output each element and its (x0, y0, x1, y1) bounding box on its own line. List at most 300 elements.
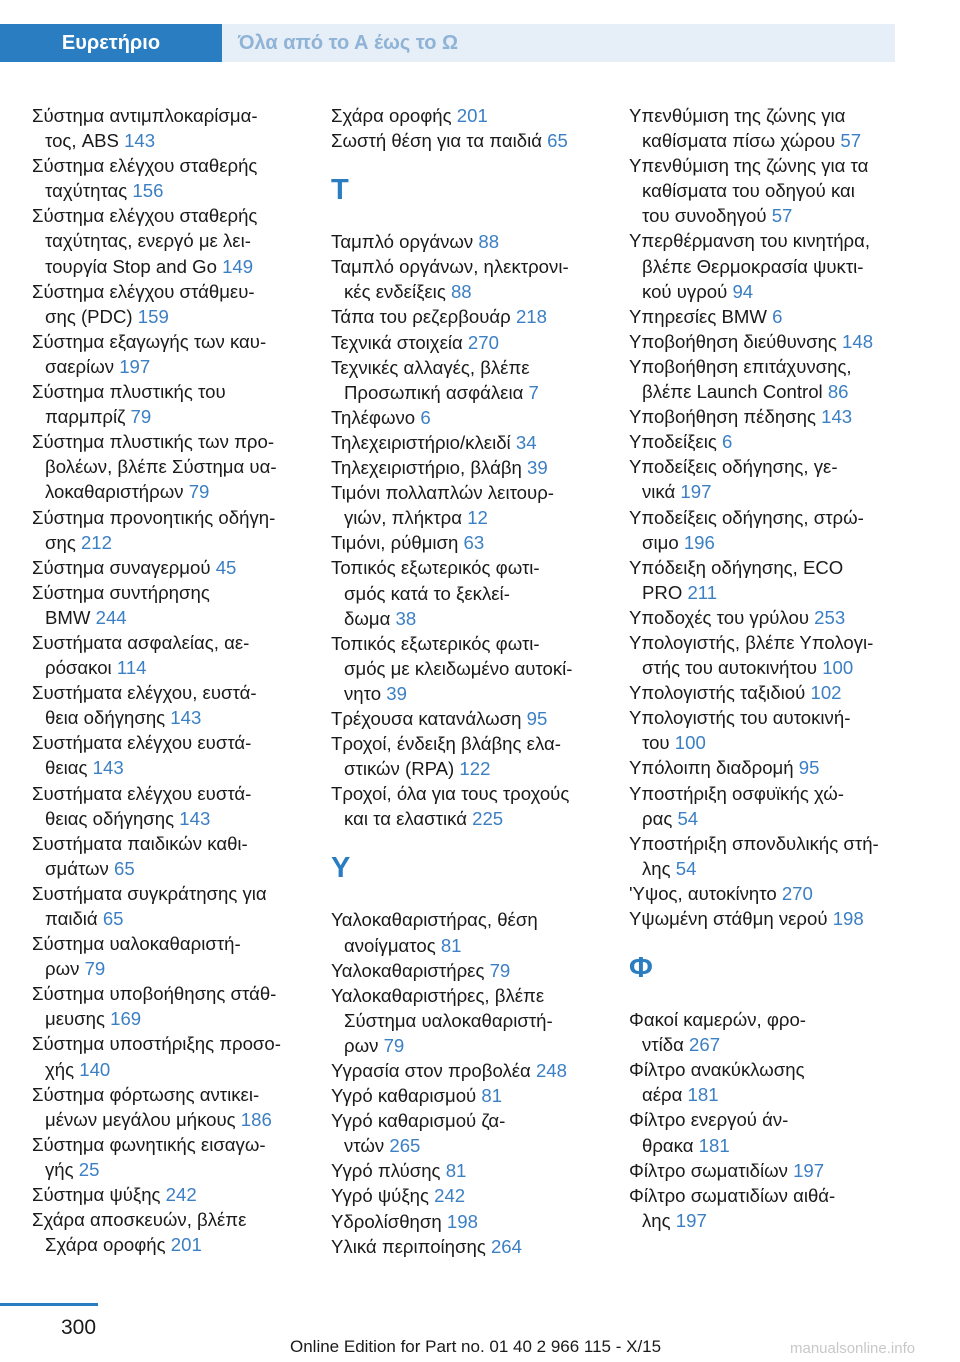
entry-line (331, 505, 601, 530)
entry-text: Τηλεχειριστήριο/κλειδί (331, 431, 516, 453)
page-link[interactable]: 38 (395, 607, 417, 629)
page-link[interactable]: 65 (547, 130, 568, 152)
entry-text: ταχύτητας (45, 180, 133, 202)
page-link[interactable]: 6 (772, 305, 783, 327)
entry-line (629, 354, 899, 379)
page-link[interactable]: 197 (119, 355, 151, 377)
entry-line (331, 128, 601, 153)
index-entry (32, 630, 302, 680)
page-link[interactable]: 94 (732, 280, 754, 302)
page-link[interactable]: 196 (683, 531, 715, 553)
entry-line (629, 379, 899, 404)
page-link[interactable]: 242 (165, 1184, 197, 1206)
entry-line (32, 530, 302, 555)
entry-line (32, 781, 302, 806)
page-link[interactable]: 95 (798, 757, 820, 779)
entry-line (331, 933, 601, 958)
entry-line (629, 655, 899, 680)
index-entry (331, 480, 601, 530)
entry-line (32, 580, 302, 605)
watermark: manualsonline.info (790, 1340, 916, 1357)
index-entry (331, 555, 601, 630)
entry-text: γιών, πλήκτρα (344, 507, 468, 529)
page-link[interactable]: 54 (675, 857, 697, 879)
entry-line (32, 630, 302, 655)
entry-line (32, 806, 302, 831)
page-link[interactable]: 88 (450, 281, 472, 303)
entry-line (32, 1031, 302, 1056)
index-entry (32, 1132, 302, 1182)
page-link[interactable]: 181 (687, 1084, 719, 1106)
entry-line (32, 279, 302, 304)
index-entry (331, 455, 601, 480)
index-entry (331, 254, 601, 304)
entry-text: νικά (642, 481, 681, 503)
entry-text: Σωστή θέση για τα παιδιά (331, 130, 548, 152)
entry-text: Τηλέφωνο (331, 406, 421, 428)
section-letter: Υ (331, 852, 351, 885)
page-link[interactable]: 34 (515, 431, 537, 453)
page-link[interactable]: 159 (137, 305, 169, 327)
entry-text: 'Υψος, αυτοκίνητο (629, 882, 782, 904)
entry-line (629, 605, 899, 630)
page-link[interactable]: 212 (80, 531, 112, 553)
page-link[interactable]: 57 (771, 205, 793, 227)
entry-line (331, 480, 601, 505)
entry-line (629, 505, 899, 530)
entry-text: Υποδείξεις (629, 431, 722, 453)
entry-line (331, 1158, 601, 1183)
entry-text: καθίσματα πίσω χώρου (642, 130, 841, 152)
entry-text: Τοπικός εξωτερικός φωτι- (331, 557, 540, 579)
entry-line (32, 304, 302, 329)
index-entry (629, 680, 899, 705)
entry-text: Υποδοχές του γρύλου (629, 606, 815, 628)
entry-text: βολέων, βλέπε Σύστημα υα- (45, 456, 277, 478)
entry-text: Τηλεχειριστήριο, βλάβη (331, 457, 528, 479)
entry-line (32, 178, 302, 203)
entry-line (32, 103, 302, 128)
page-link[interactable]: 169 (110, 1008, 142, 1030)
entry-text: λης (642, 1209, 676, 1231)
entry-text: Τεχνικά στοιχεία (331, 331, 468, 353)
entry-text: Συστήματα ελέγχου, ευστά- (32, 682, 257, 704)
page-link[interactable]: 12 (467, 507, 488, 529)
page-link[interactable]: 201 (456, 105, 488, 126)
index-entry (629, 1007, 899, 1057)
entry-line (331, 958, 601, 983)
entry-line (629, 1107, 899, 1132)
entry-text: Υγρασία στον προβολέα (331, 1060, 536, 1081)
index-entry (331, 1108, 601, 1158)
entry-text: Τιμόνι πολλαπλών λειτουρ- (331, 482, 554, 504)
entry-line (32, 228, 302, 253)
entry-line (629, 329, 899, 354)
entry-text: ρας (642, 807, 678, 829)
page-link[interactable]: 218 (515, 306, 547, 328)
page-header (0, 24, 895, 62)
page-link[interactable]: 79 (130, 406, 152, 428)
entry-text: Σύστημα υποβοήθησης στάθ- (32, 983, 277, 1005)
entry-line (629, 580, 899, 605)
page-link[interactable]: 264 (490, 1235, 522, 1257)
entry-line (331, 706, 601, 731)
entry-text: Υπενθύμιση της ζώνης για (629, 105, 846, 126)
index-entry (331, 128, 601, 153)
entry-text: Σύστημα εξαγωγής των καυ- (32, 330, 267, 352)
index-entry (32, 103, 302, 153)
page-link[interactable]: 242 (434, 1185, 466, 1207)
index-entry (32, 981, 302, 1031)
entry-line (32, 404, 302, 429)
page-link[interactable]: 143 (170, 707, 202, 729)
entry-text: Σχάρα αποσκευών, βλέπε (32, 1209, 247, 1231)
entry-line (629, 755, 899, 780)
index-entry (32, 1082, 302, 1132)
entry-line (331, 380, 601, 405)
entry-line (32, 906, 302, 931)
entry-text: παρμπρίζ (45, 406, 131, 428)
page-link[interactable]: 6 (420, 406, 431, 428)
entry-text: τουργία Stop and Go (45, 255, 223, 277)
page-link[interactable]: 79 (489, 959, 511, 981)
page-link[interactable]: 211 (687, 581, 718, 603)
section-letter: Φ (629, 952, 653, 985)
entry-line (32, 1057, 302, 1082)
index-entry (331, 229, 601, 254)
entry-text: Υποστήριξη σπονδυλικής στή- (629, 832, 879, 854)
entry-line (331, 330, 601, 355)
index-entry (629, 404, 899, 429)
page-link[interactable]: 57 (840, 130, 862, 152)
entry-line (629, 680, 899, 705)
index-entry (32, 1182, 302, 1207)
entry-text: καθίσματα του οδηγού και (642, 180, 855, 202)
page-link[interactable]: 186 (240, 1108, 272, 1130)
index-entry (331, 983, 601, 1058)
page-link[interactable]: 6 (721, 431, 733, 453)
entry-text: Υπηρεσίες BMW (629, 305, 773, 327)
page-link[interactable]: 197 (675, 1209, 707, 1231)
index-entry (32, 730, 302, 780)
page-link[interactable]: 95 (526, 707, 548, 729)
page-number: 300 (61, 1316, 97, 1339)
entry-text: δωμα (344, 607, 396, 629)
entry-line (32, 354, 302, 379)
entry-text: Φίλτρο σωματιδίων (629, 1159, 794, 1181)
entry-line (32, 454, 302, 479)
page-link[interactable]: 39 (527, 457, 548, 479)
entry-text: Υπολογιστής του αυτοκινή- (629, 707, 851, 729)
entry-line (331, 1033, 601, 1058)
page-link[interactable]: 100 (674, 732, 706, 754)
index-entry (629, 1183, 899, 1233)
index-entry (629, 304, 899, 329)
page-link[interactable]: 156 (132, 180, 164, 202)
entry-line (331, 103, 601, 128)
page-link[interactable]: 225 (472, 808, 504, 830)
entry-line (629, 203, 899, 228)
entry-line (629, 555, 899, 580)
entry-line (331, 631, 601, 656)
index-entry (331, 781, 601, 831)
entry-text: σμός με κλειδωμένο αυτοκί- (344, 657, 573, 679)
entry-line (629, 254, 899, 279)
entry-line (331, 681, 601, 706)
entry-text: θειας (45, 757, 93, 779)
page-link[interactable]: 65 (114, 857, 135, 879)
page-link[interactable]: 122 (459, 758, 491, 780)
entry-line (331, 405, 601, 430)
entry-line (629, 1183, 899, 1208)
footer-rule (0, 1303, 98, 1306)
page-link[interactable]: 86 (827, 381, 849, 403)
page-link[interactable]: 270 (781, 882, 813, 904)
index-entry (32, 680, 302, 730)
entry-line (629, 831, 899, 856)
index-entry (32, 203, 302, 278)
index-entry (629, 906, 899, 931)
entry-text: μένων μεγάλου μήκους (45, 1108, 241, 1130)
page-link[interactable]: 81 (445, 1160, 467, 1182)
page-link[interactable]: 265 (389, 1135, 421, 1157)
page-link[interactable]: 198 (446, 1210, 478, 1232)
page-link[interactable]: 197 (793, 1159, 825, 1181)
entry-line (629, 705, 899, 730)
entry-text: Συστήματα συγκράτησης για (32, 882, 267, 904)
entry-line (32, 1182, 302, 1207)
index-entry (32, 781, 302, 831)
entry-line (32, 128, 302, 153)
tab-index[interactable]: Ευρετήριο (0, 24, 222, 62)
entry-text: Υαλοκαθαριστήρες (331, 959, 490, 981)
entry-line (32, 505, 302, 530)
page-link[interactable]: 143 (124, 130, 156, 152)
index-entry (629, 354, 899, 404)
page-link[interactable]: 248 (535, 1060, 567, 1081)
entry-line (32, 931, 302, 956)
index-entry (331, 1158, 601, 1183)
entry-text: παιδιά (45, 908, 103, 929)
entry-text: θεια οδήγησης (45, 707, 171, 729)
entry-text: Ταμπλό οργάνων (331, 231, 479, 253)
entry-text: ρων (344, 1034, 384, 1056)
entry-line (331, 1133, 601, 1158)
page-link[interactable]: 198 (832, 908, 864, 929)
page-link[interactable]: 63 (463, 532, 485, 554)
index-entry (629, 781, 899, 831)
index-entry (331, 1209, 601, 1234)
index-entry (629, 1158, 899, 1183)
entry-text: κού υγρού (642, 280, 733, 302)
page-link[interactable]: 25 (78, 1158, 100, 1180)
entry-line (32, 956, 302, 981)
entry-line (629, 1208, 899, 1233)
entry-line (331, 555, 601, 580)
entry-text: Υποβοήθηση επιτάχυνσης, (629, 355, 852, 377)
entry-line (629, 153, 899, 178)
entry-text: σμάτων (45, 857, 115, 879)
entry-text: Υπόδειξη οδήγησης, ECO (629, 556, 844, 578)
entry-line (629, 906, 899, 931)
entry-text: Σύστημα αντιμπλοκαρίσμα- (32, 105, 258, 126)
entry-line (32, 730, 302, 755)
entry-text: PRO (642, 581, 688, 603)
page-link[interactable]: 270 (467, 331, 499, 353)
index-entry (629, 153, 899, 228)
page-link[interactable]: 140 (79, 1058, 111, 1080)
index-entry (32, 881, 302, 931)
index-entry (32, 931, 302, 981)
entry-text: Υπολογιστής ταξιδιού (629, 682, 811, 704)
entry-line (32, 203, 302, 228)
entry-text: Φίλτρο σωματιδίων αιθά- (629, 1184, 836, 1206)
tab-a-to-z[interactable]: Όλα από το Α έως το Ω (222, 24, 895, 62)
entry-text: Σχάρα οροφής (331, 105, 457, 126)
entry-text: βλέπε Θερμοκρασία ψυκτι- (642, 255, 864, 277)
entry-line (32, 755, 302, 780)
page-link[interactable]: 88 (478, 231, 500, 253)
index-entry (629, 103, 899, 153)
entry-text: μευσης (45, 1008, 111, 1030)
index-entry (331, 304, 601, 329)
entry-text: ντών (344, 1135, 390, 1157)
entry-text: θειας οδήγησης (45, 807, 180, 829)
entry-line (32, 1157, 302, 1182)
index-entry (629, 630, 899, 680)
entry-text: Υποδείξεις οδήγησης, στρώ- (629, 506, 864, 528)
page-link[interactable]: 244 (95, 606, 127, 628)
entry-text: Συστήματα ελέγχου ευστά- (32, 732, 252, 754)
entry-line (32, 605, 302, 630)
entry-line (331, 781, 601, 806)
entry-line (32, 1232, 302, 1257)
entry-line (629, 1007, 899, 1032)
entry-line (331, 1058, 601, 1083)
index-entry (32, 1031, 302, 1081)
entry-line (32, 254, 302, 279)
entry-text: Σύστημα φόρτωσης αντικει- (32, 1083, 260, 1105)
entry-text: Υποβοήθηση διεύθυνσης (629, 330, 843, 352)
page-link[interactable]: 201 (170, 1234, 202, 1256)
entry-text: ταχύτητας, ενεργό με λει- (45, 230, 251, 252)
entry-line (32, 680, 302, 705)
entry-line (629, 479, 899, 504)
entry-text: Υπολογιστής, βλέπε Υπολογι- (629, 631, 874, 653)
page-link[interactable]: 7 (528, 381, 539, 403)
index-column-2 (331, 103, 601, 1259)
entry-text: Σύστημα υποστήριξης προσο- (32, 1033, 281, 1055)
entry-text: γής (45, 1158, 79, 1180)
index-entry (32, 429, 302, 504)
page-link[interactable]: 79 (188, 481, 210, 503)
page-link[interactable]: 143 (821, 406, 853, 428)
entry-text: Τεχνικές αλλαγές, βλέπε (331, 356, 530, 378)
entry-line (32, 705, 302, 730)
edition-note: Online Edition for Part no. 01 40 2 966 115 - X/15 (290, 1337, 662, 1356)
entry-line (331, 1234, 601, 1259)
entry-text: στικών (RPA) (344, 758, 460, 780)
page-link[interactable]: 39 (386, 682, 407, 704)
entry-line (32, 1082, 302, 1107)
page-link[interactable]: 65 (102, 908, 124, 929)
page-link[interactable]: 148 (842, 330, 874, 352)
index-entry (331, 1183, 601, 1208)
entry-line (32, 831, 302, 856)
entry-text: Υγρό καθαρισμού (331, 1085, 482, 1107)
index-entry (32, 831, 302, 881)
entry-line (32, 881, 302, 906)
entry-text: Υποστήριξη οσφυϊκής χώ- (629, 782, 844, 804)
entry-text: Σύστημα ελέγχου στάθμευ- (32, 280, 255, 302)
entry-line (331, 756, 601, 781)
entry-line (331, 1008, 601, 1033)
index-entry (629, 755, 899, 780)
page-link[interactable]: 45 (215, 556, 237, 578)
index-entry (629, 1107, 899, 1157)
index-entry (331, 355, 601, 405)
entry-line (32, 555, 302, 580)
index-entry (331, 103, 601, 128)
entry-text: Σύστημα πλυστικής του (32, 381, 226, 403)
page-link[interactable]: 100 (822, 657, 854, 679)
page-link[interactable]: 149 (222, 255, 254, 277)
entry-line (32, 1132, 302, 1157)
entry-line (32, 981, 302, 1006)
entry-text: τος, ABS (45, 130, 125, 152)
entry-text: Σύστημα πλυστικής των προ- (32, 431, 275, 453)
page-link[interactable]: 114 (116, 657, 147, 679)
entry-text: κές ενδείξεις (344, 281, 451, 303)
entry-line (629, 806, 899, 831)
index-entry (331, 1083, 601, 1108)
page-link[interactable]: 181 (698, 1134, 730, 1156)
entry-text: Υπόλοιπη διαδρομή (629, 757, 799, 779)
entry-line (331, 355, 601, 380)
page-link[interactable]: 253 (814, 606, 846, 628)
page-link[interactable]: 143 (92, 757, 124, 779)
entry-text: Σύστημα ελέγχου σταθερής (32, 205, 258, 227)
page-link[interactable]: 79 (84, 958, 106, 980)
entry-text: Φίλτρο ανακύκλωσης (629, 1059, 805, 1081)
page-link[interactable]: 81 (481, 1085, 503, 1107)
page-link[interactable]: 79 (383, 1034, 405, 1056)
entry-text: Τοπικός εξωτερικός φωτι- (331, 632, 540, 654)
entry-line (331, 1108, 601, 1133)
page-link[interactable]: 54 (677, 807, 699, 829)
page-link[interactable]: 102 (810, 682, 842, 704)
entry-line (331, 731, 601, 756)
entry-text: Συστήματα ασφαλείας, αε- (32, 631, 250, 653)
entry-line (629, 1032, 899, 1057)
entry-line (331, 1083, 601, 1108)
entry-line (629, 178, 899, 203)
index-entry (629, 705, 899, 755)
page-link[interactable]: 143 (179, 807, 211, 829)
index-entry (331, 631, 601, 706)
page-link[interactable]: 81 (440, 934, 462, 956)
index-entry (32, 505, 302, 555)
index-entry (629, 505, 899, 555)
page-link[interactable]: 267 (689, 1034, 721, 1056)
entry-line (331, 1209, 601, 1234)
index-entry (331, 530, 601, 555)
index-entry (331, 958, 601, 983)
page-link[interactable]: 197 (680, 481, 712, 503)
entry-text: BMW (45, 606, 96, 628)
entry-text: νητο (344, 682, 387, 704)
entry-line (629, 1133, 899, 1158)
